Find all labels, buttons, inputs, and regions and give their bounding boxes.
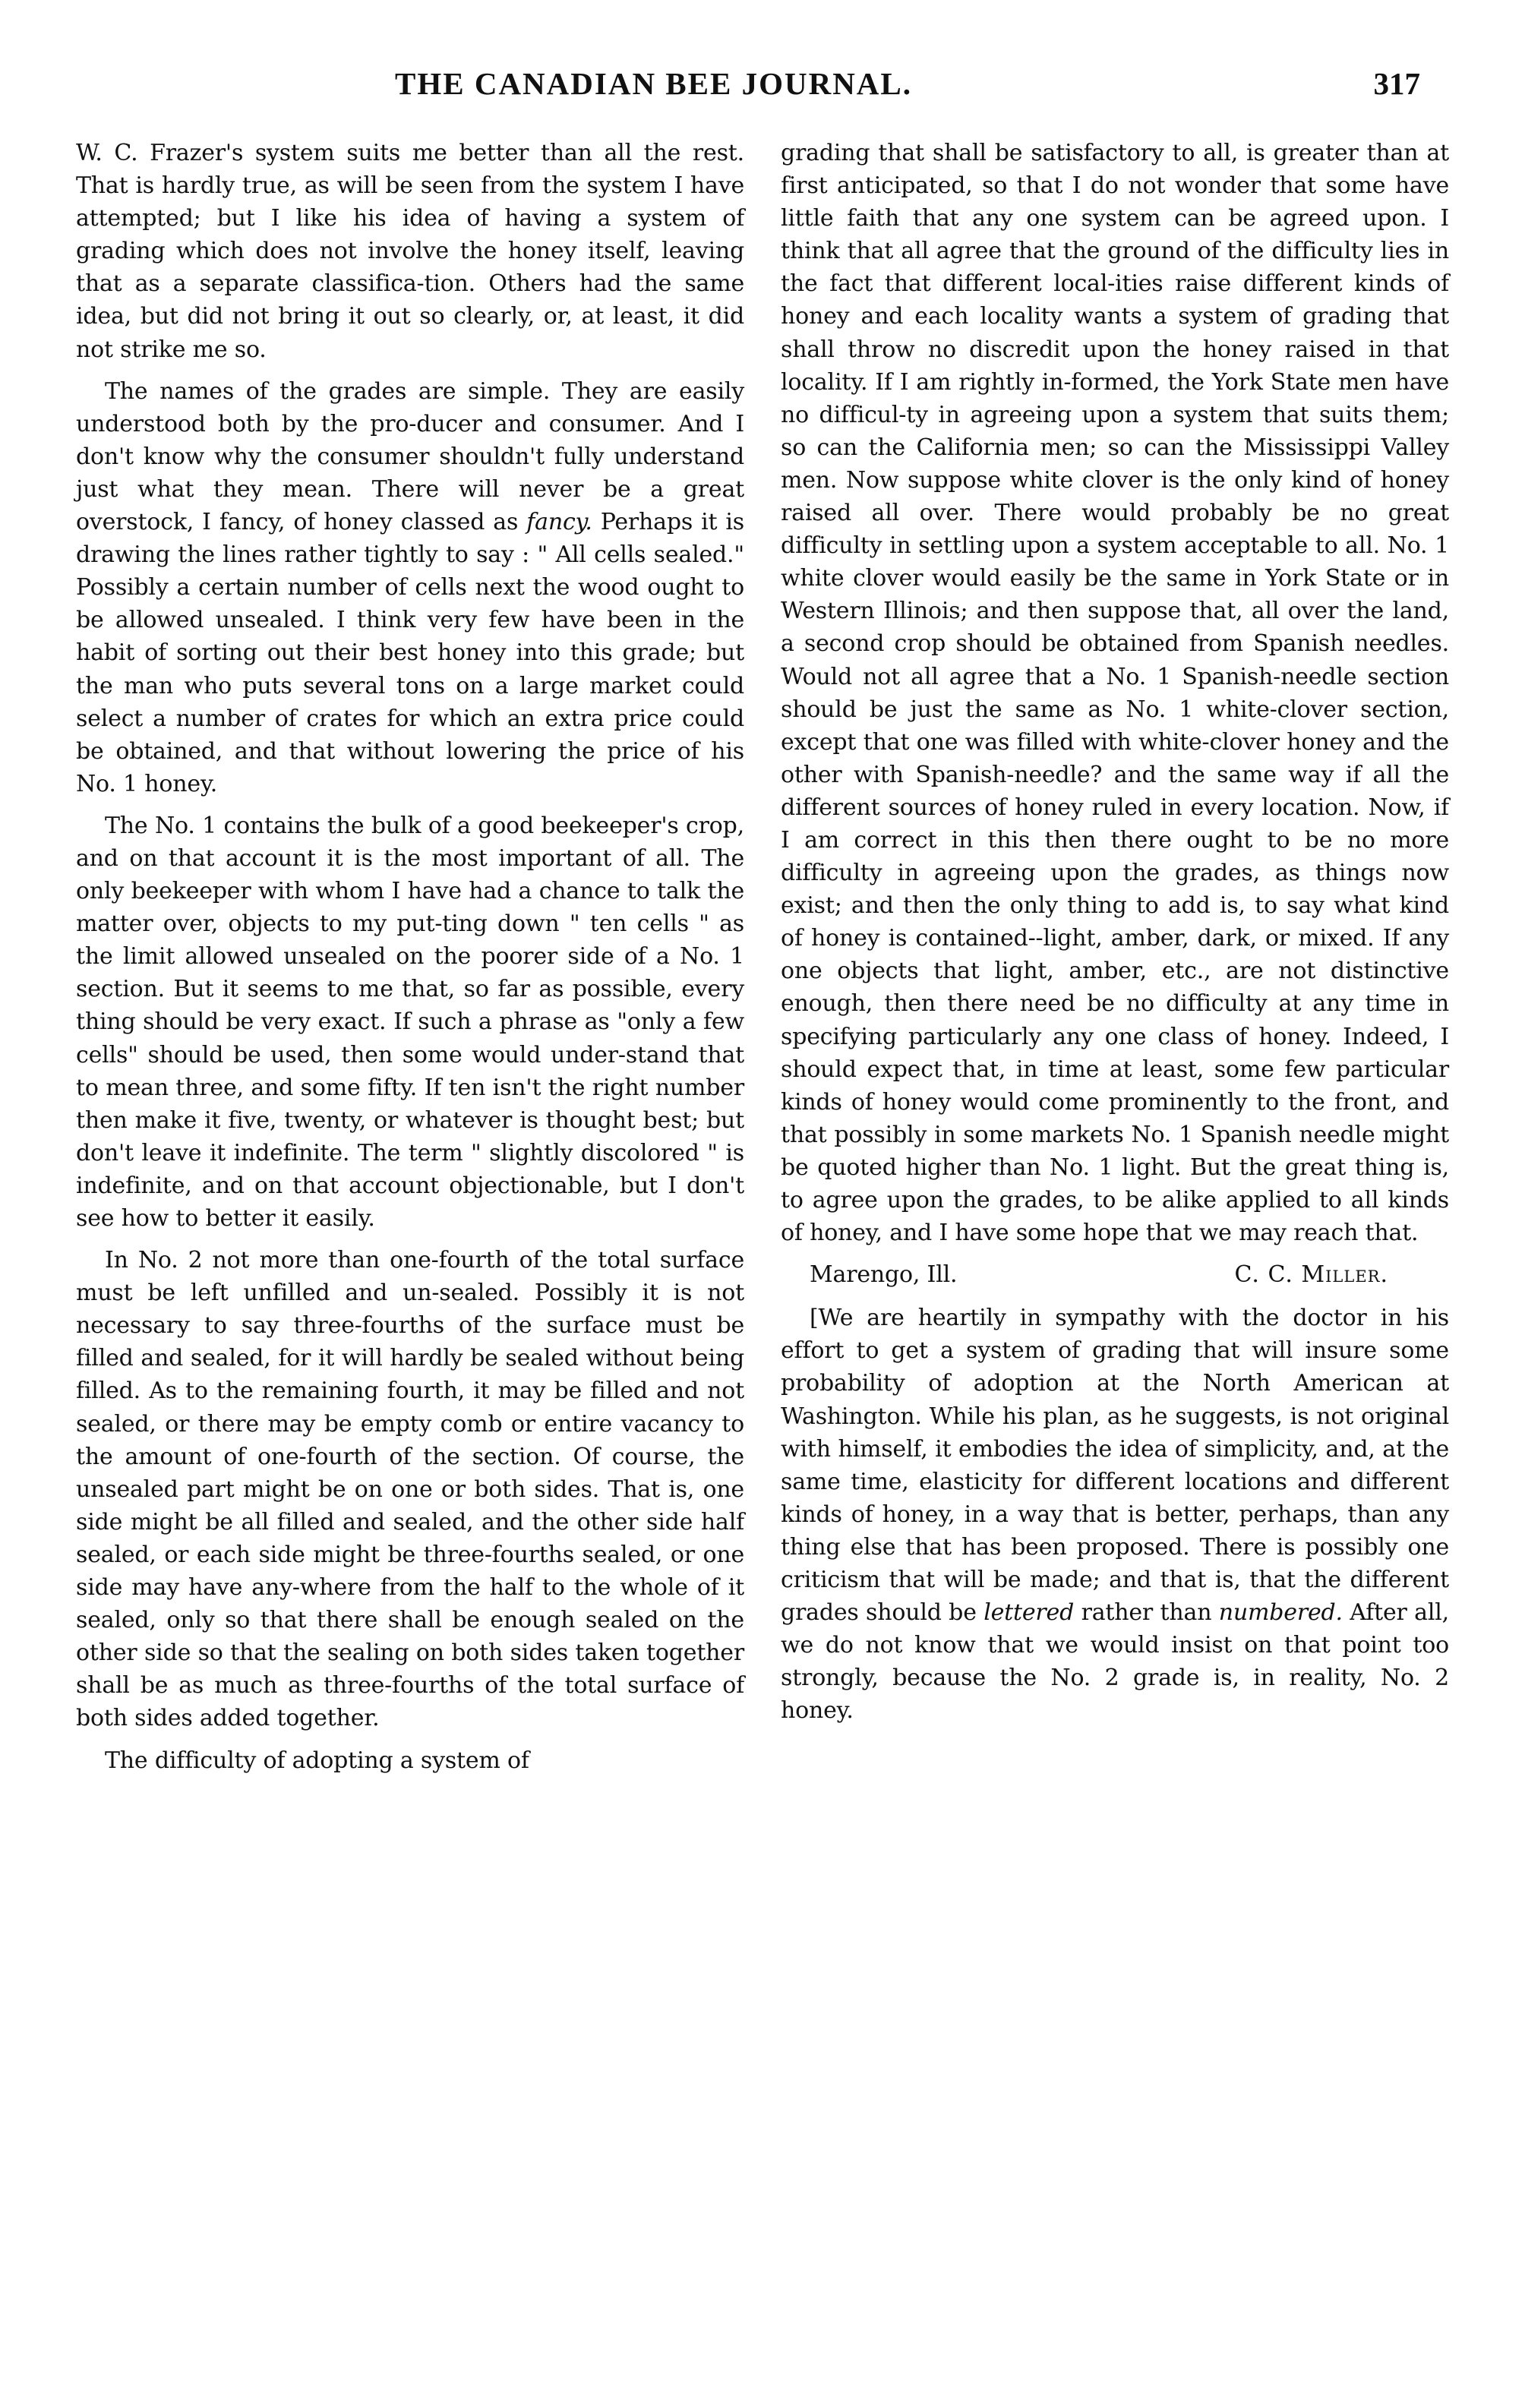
paragraph-grade-names bbox=[76, 375, 744, 800]
editorial-text-1: [We are heartily in sympathy with the doctor in his effort to get a system of grading that will insure some probability of adoption at the North American at Washington. While his plan, as he suggests, is not original with himself, it embodies the idea of simplicity, and, at the same time, elasticity for different locations and different kinds of honey, in a way that is better, perhaps, than any thing else that has been proposed. There is possibly one criticism that will be made; and that is, that the different grades should be bbox=[781, 1305, 1449, 1627]
running-head bbox=[76, 65, 1428, 111]
grade-names-rest: Perhaps it is drawing the lines rather tightly to say : " All cells sealed." Possibly a certain number of cells next the wood ought to be allowed unsealed. I think very few have been in the habit of sorting out their best honey into this grade; but the man who puts several tons on a large market could select a number of crates for which an extra price could be obtained, and that without lowering the price of his No. 1 honey. bbox=[76, 509, 744, 797]
editorial-text-2: rather than bbox=[1074, 1599, 1212, 1627]
editorial-text-3: After all, we do not know that we would insist on that point too strongly, because the No. 2 grade is, in reality, No. 2 honey. bbox=[781, 1599, 1449, 1725]
paragraph-no1-grade: The No. 1 contains the bulk of a good beekeeper's crop, and on that account it is the most important of all. The only beekeeper with whom I have had a chance to talk the matter over, objects to my put-ting down " ten cells " as the limit allowed unsealed on the poorer side of a No. 1 section. But it seems to me that, so far as possible, every thing should be very exact. If such a phrase as "only a few cells" should be used, then some would under-stand that to mean three, and some fifty. If ten isn't the right number then make it five, twenty, or whatever is thought best; but don't leave it indefinite. The term " slightly discolored " is indefinite, and on that account objectionable, but I don't see how to better it easily. bbox=[76, 812, 744, 1232]
left-column bbox=[76, 137, 744, 1777]
paragraph-difficulty-continued: grading that shall be satisfactory to all, is greater than at first anticipated, so that I do not wonder that some have little faith that any one system can be agreed upon. I think that all agree that the ground of the difficulty lies in the fact that different local-ities raise different kinds of honey and each locality wants a system of grading that shall throw no discredit upon the honey raised in that locality. If I am rightly in-formed, the York State men have no difficul-ty in agreeing upon a system that suits them; so can the California men; so can the Mississippi Valley men. Now suppose white clover is the only kind of honey raised all over. There would probably be no great difficulty in settling upon a system acceptable to all. No. 1 white clover would easily be the same in York State or in Western Illinois; and then suppose that, all over the land, a second crop should be obtained from Spanish needles. Would not all agree that a No. 1 Spanish-needle section should be just the same as No. 1 white-clover section, except that one was filled with white-clover honey and the other with Spanish-needle? and the same way if all the different sources of honey ruled in every location. Now, if I am correct in this then there ought to be no more difficulty in agreeing upon the grades, as things now exist; and then the only thing to add is, to say what kind of honey is contained--light, amber, dark, or mixed. If any one objects that light, amber, etc., are not distinctive enough, then there need be no difficulty at any time in specifying particularly any one class of honey. Indeed, I should expect that, in time at least, some few particular kinds of honey would come prominently to the front, and that possibly in some markets No. 1 Spanish needle might be quoted higher than No. 1 light. But the great thing is, to agree upon the grades, to be alike applied to all kinds of honey, and I have some hope that we may reach that. bbox=[781, 140, 1449, 1247]
signature-place: Marengo, Ill. bbox=[810, 1261, 958, 1289]
editorial-numbered: numbered. bbox=[1218, 1599, 1343, 1627]
signature-name: C. C. Miller. bbox=[1234, 1261, 1388, 1289]
editorial-lettered: lettered bbox=[984, 1599, 1075, 1627]
signature-line bbox=[781, 1258, 1449, 1291]
paragraph-difficulty-start: The difficulty of adopting a system of bbox=[105, 1747, 529, 1774]
paragraph-frazer-system: W. C. Frazer's system suits me better than all the rest. That is hardly true, as will be seen from the system I have attempted; but I like his idea of having a system of grading which does not involve the honey itself, leaving that as a separate classifica-tion. Others had the same idea, but did not bring it out so clearly, or, at least, it did not strike me so. bbox=[76, 140, 744, 363]
fancy-word: fancy. bbox=[526, 509, 592, 536]
grade-names-text: The names of the grades are simple. They are easily understood both by the pro-ducer and consumer. And I don't know why the consumer shouldn't fully understand just what they mean. There will never be a great overstock, I fancy, of honey classed as bbox=[76, 377, 744, 536]
paragraph-editorial-note bbox=[781, 1302, 1449, 1727]
page-number: 317 bbox=[1373, 66, 1420, 101]
paragraph-no2-grade: In No. 2 not more than one-fourth of the total surface must be left unfilled and un-sealed. Possibly it is not necessary to say three-fourths of the surface must be filled and sealed, for it will hardly be sealed without being filled. As to the remaining fourth, it may be filled and not sealed, or there may be empty comb or entire vacancy to the amount of one-fourth of the section. Of course, the unsealed part might be on one or both sides. That is, one side might be all filled and sealed, and the other side half sealed, or each side might be three-fourths sealed, or one side may have any-where from the half to the whole of it sealed, only so that there shall be enough sealed on the other side so that the sealing on both sides taken together shall be as much as three-fourths of the total surface of both sides added together. bbox=[76, 1247, 744, 1732]
right-column bbox=[781, 137, 1449, 1737]
journal-title: THE CANADIAN BEE JOURNAL. bbox=[395, 66, 913, 101]
